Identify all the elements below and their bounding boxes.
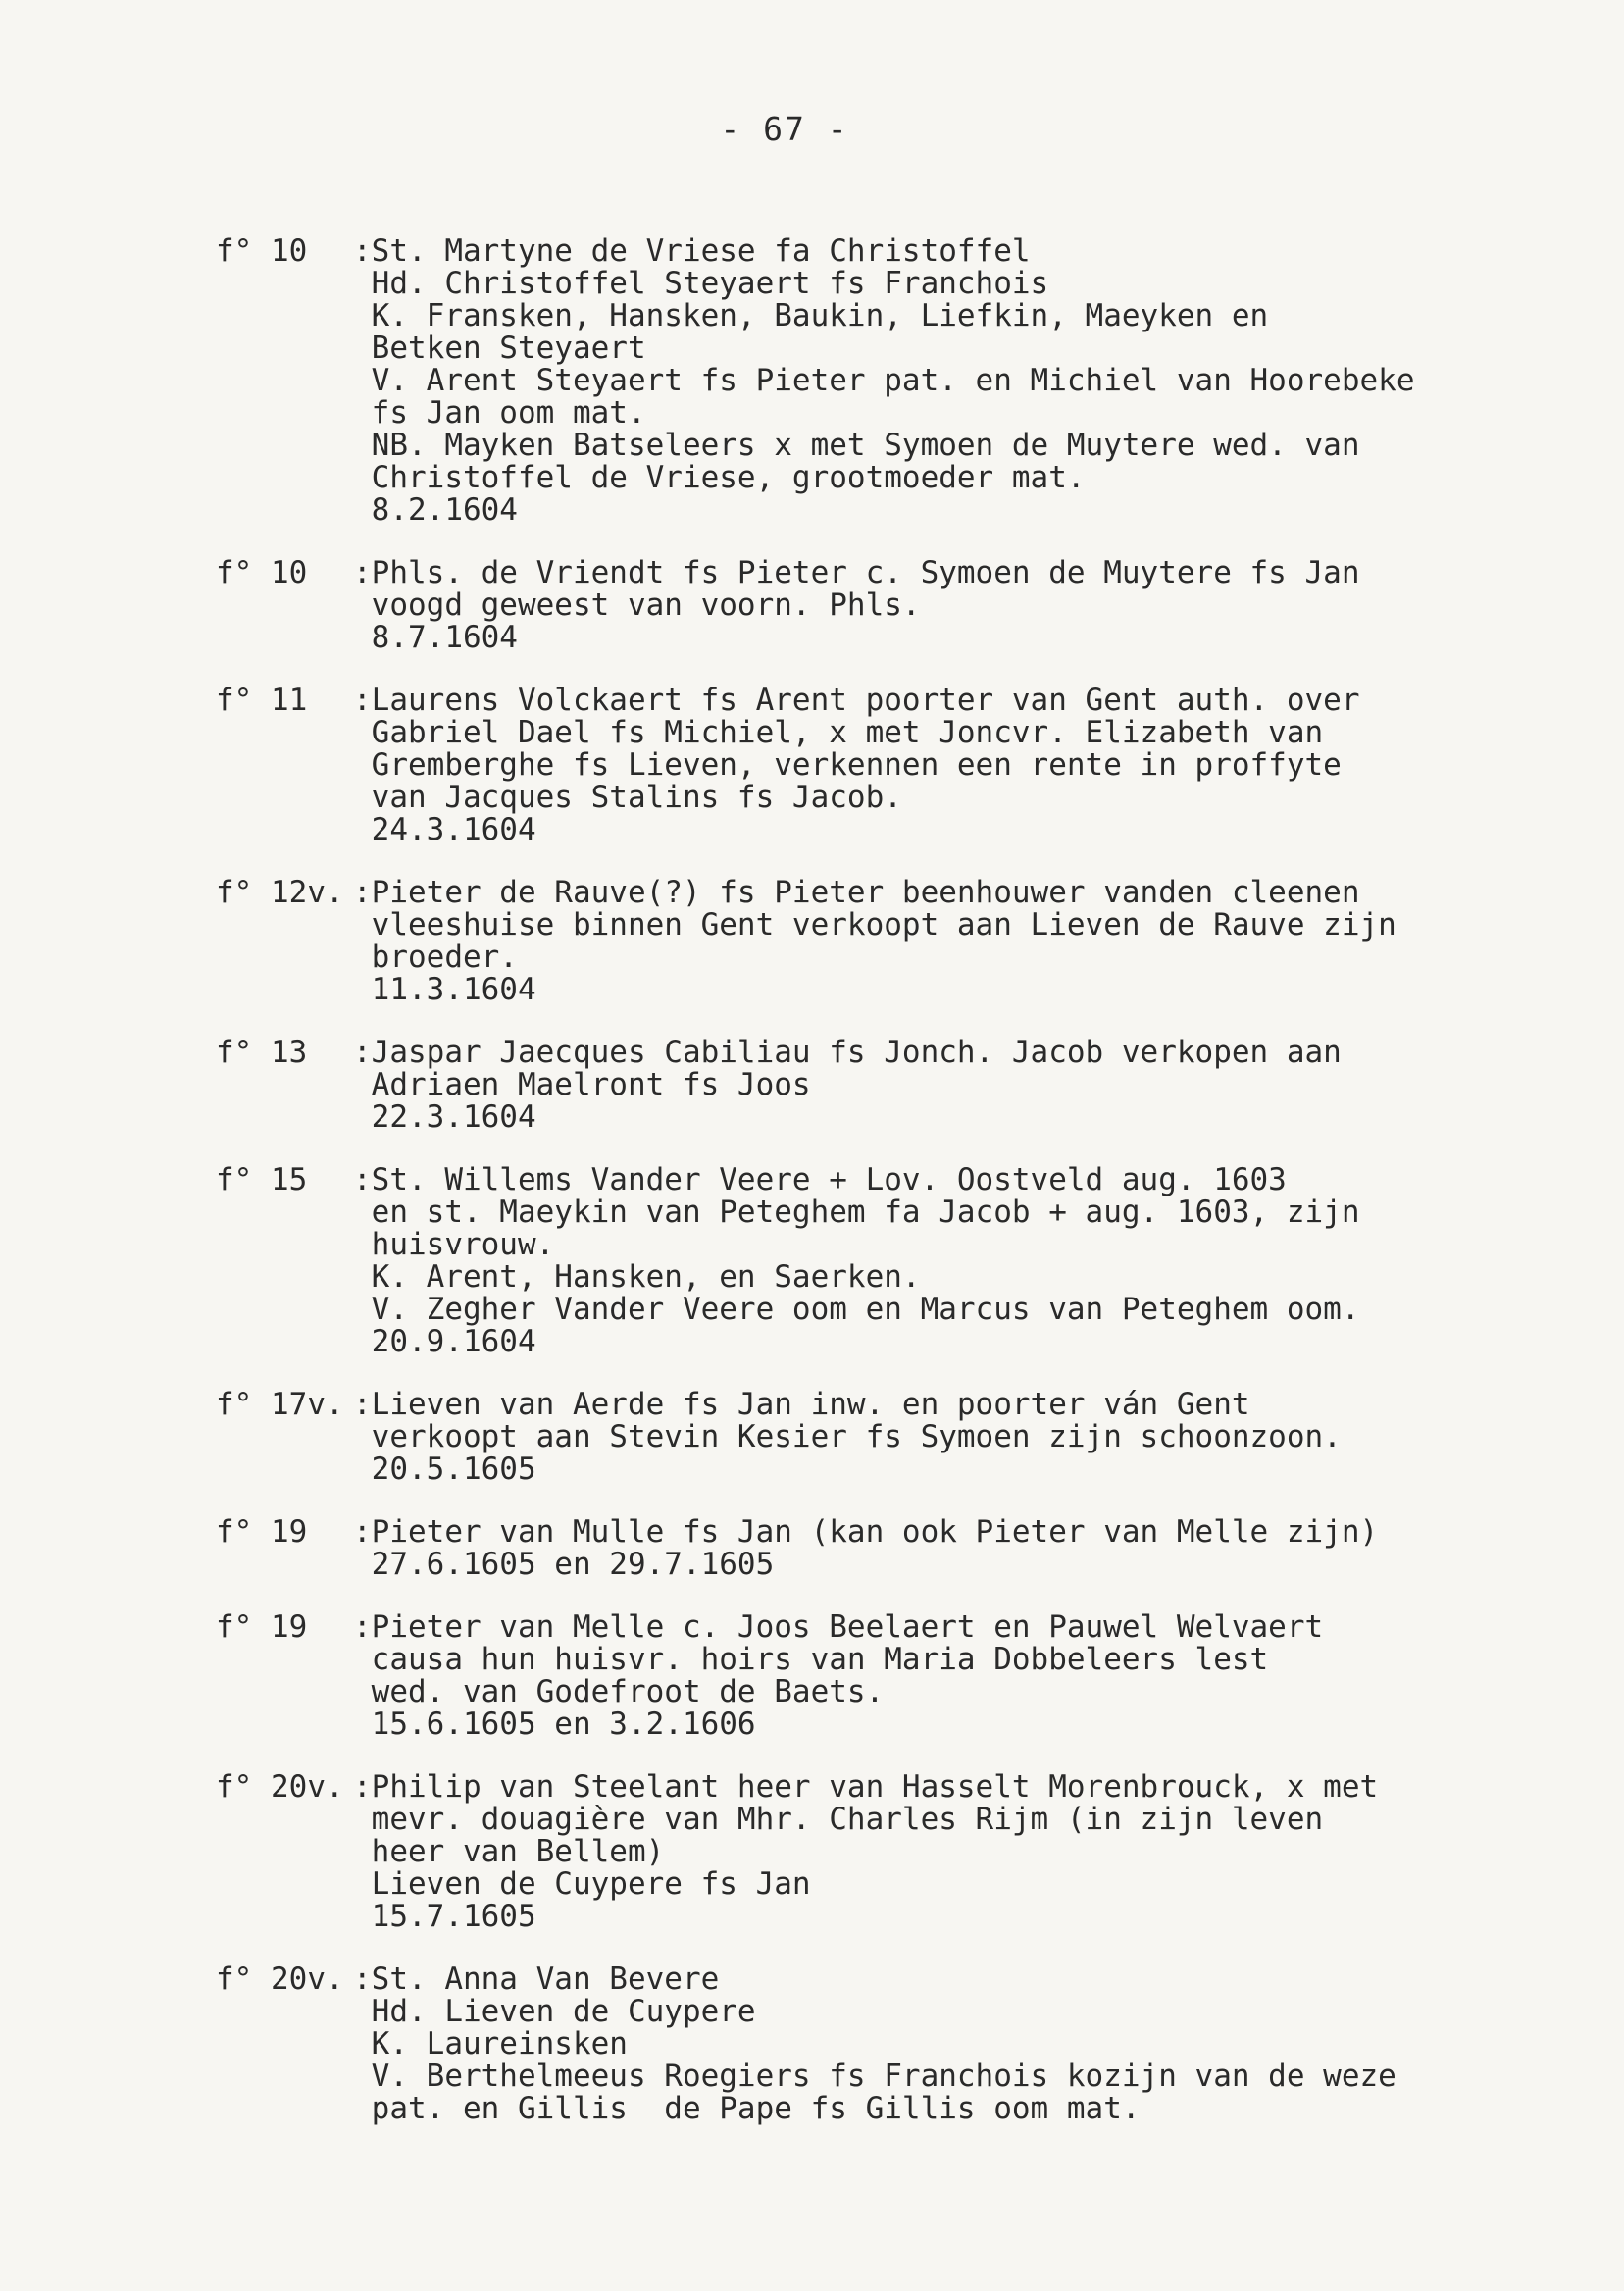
entry-line: K. Arent, Hansken, en Saerken. xyxy=(353,1259,921,1295)
entry-line: van Jacques Stalins fs Jacob. xyxy=(353,780,902,815)
entry-line: :Lieven van Aerde fs Jan inw. en poorter ván Gent xyxy=(353,1387,1250,1422)
entry-line: Betken Steyaert xyxy=(353,331,646,366)
entry-line: vleeshuise binnen Gent verkoopt aan Lieven de Rauve zijn xyxy=(353,907,1396,942)
entry xyxy=(216,877,1491,1006)
entry-line: V. Zegher Vander Veere oom en Marcus van Peteghem oom. xyxy=(353,1292,1360,1327)
entry-line: broeder. xyxy=(353,940,518,975)
entry xyxy=(216,235,1491,527)
entry xyxy=(216,1516,1491,1581)
entry-text xyxy=(353,1389,1491,1486)
entry xyxy=(216,1771,1491,1933)
entry-line: 22.3.1604 xyxy=(353,1099,536,1135)
entry-line: :Jaspar Jaecques Cabiliau fs Jonch. Jacob verkopen aan xyxy=(353,1035,1342,1070)
entry-line: en st. Maeykin van Peteghem fa Jacob + aug. 1603, zijn xyxy=(353,1195,1360,1230)
folio-reference: f° 11 xyxy=(216,683,308,718)
folio-reference: f° 20v. xyxy=(216,1961,344,1997)
entry-line: 20.5.1605 xyxy=(353,1451,536,1487)
entry-line: Gremberghe fs Lieven, verkennen een rente in proffyte xyxy=(353,747,1342,783)
entry xyxy=(216,685,1491,846)
entry xyxy=(216,1037,1491,1134)
entry-line: wed. van Godefroot de Baets. xyxy=(353,1674,885,1709)
folio-reference: f° 17v. xyxy=(216,1387,344,1422)
entry-line: :Laurens Volckaert fs Arent poorter van Gent auth. over xyxy=(353,683,1360,718)
entry-text xyxy=(353,1771,1491,1933)
folio-reference: f° 13 xyxy=(216,1035,308,1070)
entry-line: K. Fransken, Hansken, Baukin, Liefkin, Maeyken en xyxy=(353,298,1269,333)
entry-line: V. Arent Steyaert fs Pieter pat. en Michiel van Hoorebeke xyxy=(353,363,1415,398)
folio-reference: f° 10 xyxy=(216,555,308,590)
folio-reference: f° 15 xyxy=(216,1162,308,1197)
entry-text xyxy=(353,877,1491,1006)
entry-line: Adriaen Maelront fs Joos xyxy=(353,1067,811,1102)
entry-line: Gabriel Dael fs Michiel, x met Joncvr. Elizabeth van xyxy=(353,715,1324,750)
entry-line: pat. en Gillis de Pape fs Gillis oom mat. xyxy=(353,2091,1141,2126)
folio-reference: f° 20v. xyxy=(216,1769,344,1805)
entry xyxy=(216,1389,1491,1486)
entry-text xyxy=(353,1963,1491,2125)
entry-line: :Pieter van Mulle fs Jan (kan ook Pieter van Melle zijn) xyxy=(353,1514,1379,1550)
entry-line: Christoffel de Vriese, grootmoeder mat. xyxy=(353,460,1086,495)
entry-line: V. Berthelmeeus Roegiers fs Franchois kozijn van de weze xyxy=(353,2059,1396,2094)
entry-line: :Pieter de Rauve(?) fs Pieter beenhouwer vanden cleenen xyxy=(353,875,1360,910)
entry-line: :Philip van Steelant heer van Hasselt Morenbrouck, x met xyxy=(353,1769,1379,1805)
entry-line: :St. Willems Vander Veere + Lov. Oostveld aug. 1603 xyxy=(353,1162,1287,1197)
entry xyxy=(216,1611,1491,1741)
entry-text xyxy=(353,1516,1491,1581)
entry-line: 24.3.1604 xyxy=(353,812,536,847)
entry-line: voogd geweest van voorn. Phls. xyxy=(353,587,921,623)
entry-line: 20.9.1604 xyxy=(353,1324,536,1359)
entry-line: mevr. douagière van Mhr. Charles Rijm (in zijn leven xyxy=(353,1802,1324,1837)
entry-line: huisvrouw. xyxy=(353,1227,555,1262)
entry-text xyxy=(353,1611,1491,1741)
entry-line: 11.3.1604 xyxy=(353,972,536,1007)
entry-line: :St. Anna Van Bevere xyxy=(353,1961,720,1997)
entry-text xyxy=(353,1164,1491,1358)
entry-line: NB. Mayken Batseleers x met Symoen de Muytere wed. van xyxy=(353,428,1360,463)
folio-reference: f° 19 xyxy=(216,1609,308,1645)
entry-line: 27.6.1605 en 29.7.1605 xyxy=(353,1547,775,1582)
folio-reference: f° 19 xyxy=(216,1514,308,1550)
entry-line: Hd. Christoffel Steyaert fs Franchois xyxy=(353,266,1049,301)
entry-line: Lieven de Cuypere fs Jan xyxy=(353,1866,811,1902)
entry-line: Hd. Lieven de Cuypere xyxy=(353,1994,756,2029)
entry xyxy=(216,557,1491,654)
entry-line: K. Laureinsken xyxy=(353,2026,628,2062)
entry-line: 8.2.1604 xyxy=(353,492,518,528)
entry-line: heer van Bellem) xyxy=(353,1834,665,1869)
entry-line: 15.6.1605 en 3.2.1606 xyxy=(353,1706,756,1742)
entry-text xyxy=(353,557,1491,654)
entry-text xyxy=(353,685,1491,846)
entry-line: :Pieter van Melle c. Joos Beelaert en Pauwel Welvaert xyxy=(353,1609,1324,1645)
entry-line: :Phls. de Vriendt fs Pieter c. Symoen de Muytere fs Jan xyxy=(353,555,1360,590)
entry-line: fs Jan oom mat. xyxy=(353,395,646,431)
entry xyxy=(216,1963,1491,2125)
page-number: - 67 - xyxy=(720,110,849,148)
entry xyxy=(216,1164,1491,1358)
entry-line: verkoopt aan Stevin Kesier fs Symoen zijn schoonzoon. xyxy=(353,1419,1342,1454)
entry-text xyxy=(353,235,1491,527)
entry-line: 15.7.1605 xyxy=(353,1899,536,1934)
entry-line: causa hun huisvr. hoirs van Maria Dobbeleers lest xyxy=(353,1642,1269,1677)
entry-list xyxy=(216,235,1491,2156)
entry-line: 8.7.1604 xyxy=(353,620,518,655)
entry-line: :St. Martyne de Vriese fa Christoffel xyxy=(353,233,1031,269)
folio-reference: f° 12v. xyxy=(216,875,344,910)
entry-text xyxy=(353,1037,1491,1134)
folio-reference: f° 10 xyxy=(216,233,308,269)
